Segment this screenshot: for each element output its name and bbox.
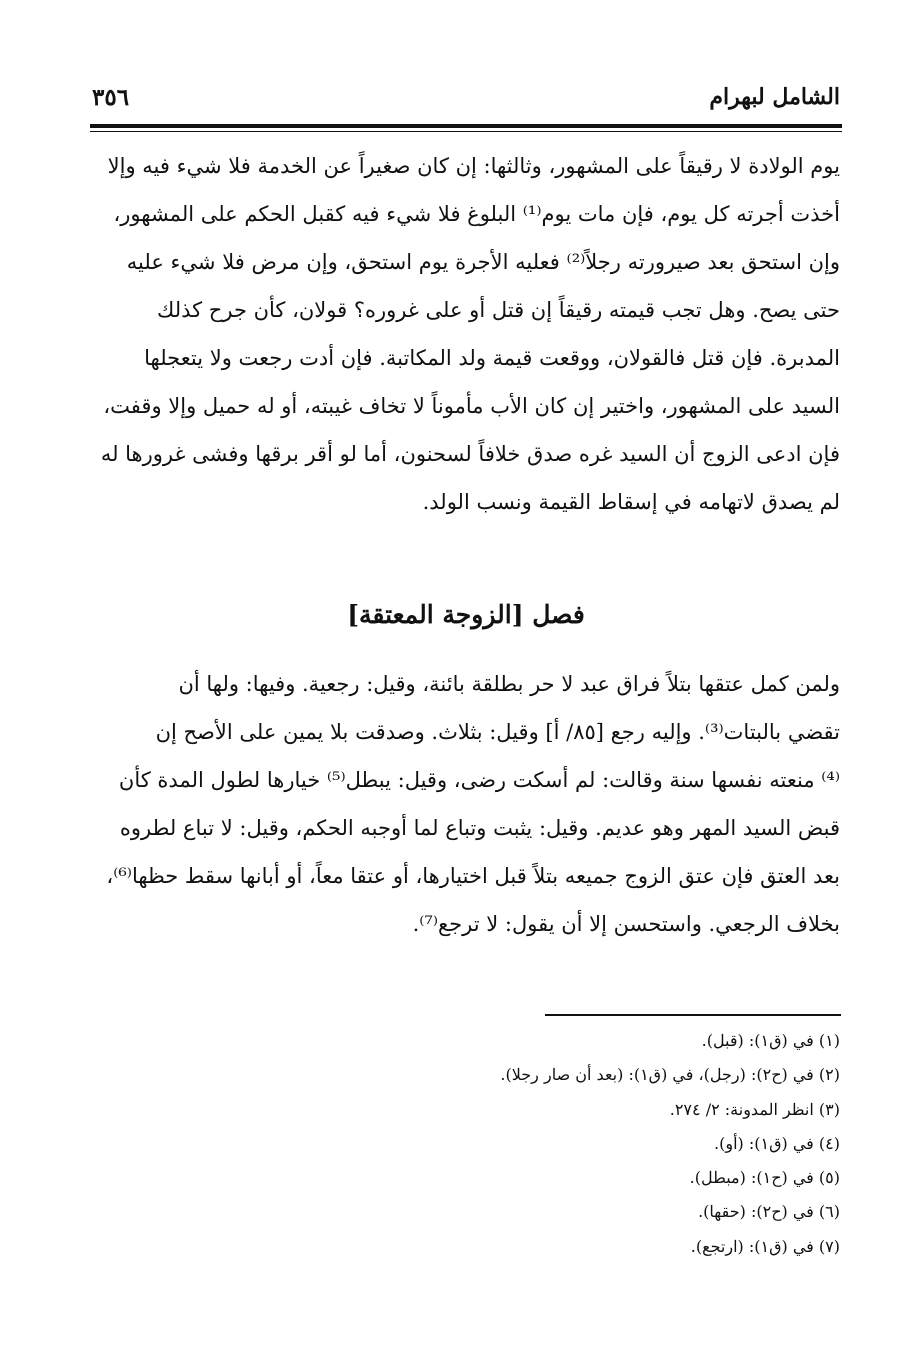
text-line: ⁽⁴⁾ منعته نفسها سنة وقالت: لم أسكت رضى، وقيل: يبطل⁽⁵⁾ خيارها لطول المدة كأن [118, 768, 840, 792]
text-line: يوم الولادة لا رقيقاً على المشهور، وثالثها: إن كان صغيراً عن الخدمة فلا شيء فيه وإلا [107, 154, 840, 178]
text-line: بعد العتق فإن عتق الزوج جميعه بتلاً قبل اختيارها، أو عتقا معاً، أو أبانها سقط حظها⁽⁶⁾، [106, 864, 840, 888]
footnote: (٧) في (ق١): (ارتجع). [690, 1236, 840, 1256]
footnote: (٢) في (ح٢): (رجل)، في (ق١): (بعد أن صار رجلا). [500, 1065, 840, 1085]
footnote-divider [545, 1014, 841, 1016]
text-line: قبض السيد المهر وهو عديم. وقيل: يثبت وتباع لما أوجبه الحكم، وقيل: لا تباع لطروه [119, 816, 840, 840]
footnote: (١) في (ق١): (قبل). [701, 1031, 840, 1050]
paragraph-1 [92, 142, 840, 526]
section-heading: فصل [الزوجة المعتقة] [347, 600, 585, 629]
header-rule-thin [90, 131, 842, 132]
text-line: تقضي بالبتات⁽³⁾. وإليه رجع [٨٥/ أ] وقيل: بثلاث. وصدقت بلا يمين على الأصح إن [155, 720, 840, 744]
text-line: لم يصدق لاتهامه في إسقاط القيمة ونسب الولد. [422, 490, 840, 514]
paragraph-2 [92, 660, 840, 948]
footnotes [92, 1024, 840, 1264]
text-line: فإن ادعى الزوج أن السيد غره صدق خلافاً لسحنون، أما لو أقر برقها وفشى غرورها له [100, 442, 840, 466]
text-line: المدبرة. فإن قتل فالقولان، ووقعت قيمة ولد المكاتبة. فإن أدت رجعت ولا يتعجلها [144, 346, 840, 370]
footnote: (٦) في (ح٢): (حقها). [698, 1202, 840, 1222]
text-line: وإن استحق بعد صيرورته رجلاً⁽²⁾ فعليه الأجرة يوم استحق، وإن مرض فلا شيء عليه [126, 250, 840, 274]
running-title: الشامل لبهرام [709, 84, 840, 110]
page-number: ٣٥٦ [92, 84, 130, 111]
text-line: ولمن كمل عتقها بتلاً فراق عبد لا حر بطلقة بائنة، وقيل: رجعية. وفيها: ولها أن [178, 672, 840, 696]
footnote: (٣) انظر المدونة: ٢/ ٢٧٤. [669, 1099, 840, 1119]
footnote: (٤) في (ق١): (أو). [714, 1133, 840, 1153]
page-header [92, 80, 840, 124]
text-line: السيد على المشهور، واختير إن كان الأب مأموناً لا تخاف غيبته، أو له حميل وإلا وقفت، [103, 394, 840, 418]
text-line: حتى يصح. وهل تجب قيمته رقيقاً إن قتل أو على غروره؟ قولان، كأن جرح كذلك [157, 298, 840, 322]
header-rule-thick [90, 124, 842, 128]
footnote: (٥) في (ح١): (مبطل). [689, 1168, 840, 1188]
text-line: بخلاف الرجعي. واستحسن إلا أن يقول: لا ترجع⁽⁷⁾. [412, 912, 840, 936]
text-line: أخذت أجرته كل يوم، فإن مات يوم⁽¹⁾ البلوغ فلا شيء فيه كقبل الحكم على المشهور، [113, 202, 840, 226]
